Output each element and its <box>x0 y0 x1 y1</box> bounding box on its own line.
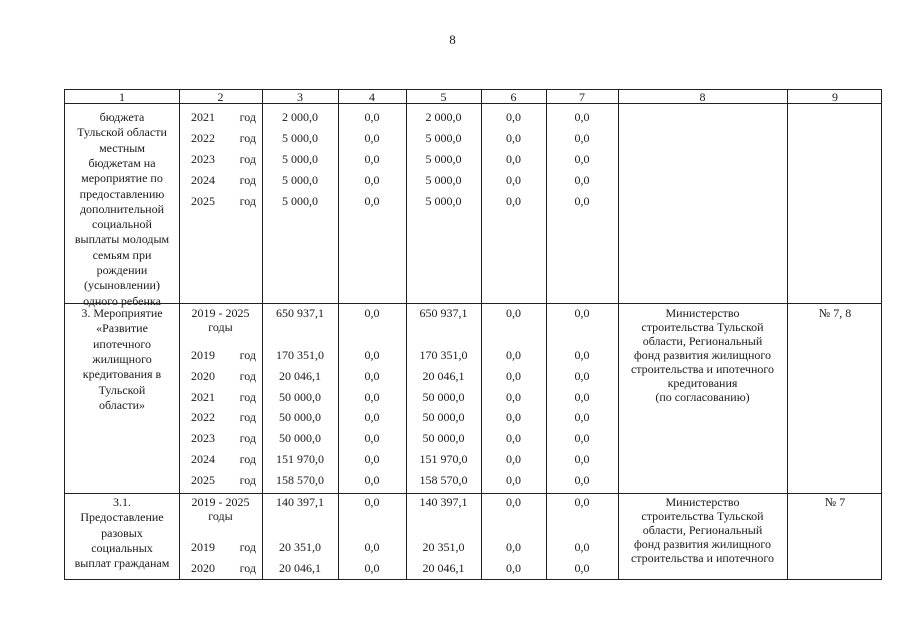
amount-cell: 0,0 <box>364 348 380 362</box>
executor-line: строительства и ипотечного <box>630 551 775 565</box>
year-unit: год <box>239 152 256 166</box>
column-header: 7 <box>579 90 585 104</box>
amount-cell: 50 000,0 <box>279 410 321 425</box>
executor-line: Министерство <box>665 495 740 509</box>
row-name-line: выплат гражданам <box>74 556 170 571</box>
row-name-line: жилищного <box>92 351 152 366</box>
year-value: 2025 <box>191 472 215 487</box>
amount-cell: 0,0 <box>506 152 521 166</box>
year-unit: год <box>239 110 256 124</box>
column-header: 6 <box>510 90 517 104</box>
amount-cell: 20 046,1 <box>422 561 465 575</box>
amount-cell: 0,0 <box>506 561 521 575</box>
amount-cell: 0,0 <box>574 540 590 554</box>
amount-cell: 0,0 <box>574 152 590 166</box>
amount-cell: 5 000,0 <box>425 194 462 208</box>
amount-cell: 5 000,0 <box>282 131 318 145</box>
amount-cell: 151 970,0 <box>276 452 324 466</box>
amount-cell: 0,0 <box>574 472 590 487</box>
executor-line: фонд развития жилищного <box>633 537 772 551</box>
year-value: 2019 <box>191 540 215 554</box>
amount-cell: 20 046,1 <box>422 368 465 383</box>
amount-cell: 50 000,0 <box>422 410 465 425</box>
amount-cell: 170 351,0 <box>276 348 324 362</box>
amount-cell: 5 000,0 <box>425 152 462 166</box>
amount-cell: 0,0 <box>506 431 521 446</box>
year-unit: год <box>239 194 256 208</box>
amount-cell: 20 351,0 <box>279 540 321 554</box>
amount-cell: 0,0 <box>506 348 521 362</box>
row-name-line: 3.1. <box>113 495 131 509</box>
year-value: 2022 <box>191 131 215 145</box>
row-name-line: разовых <box>101 525 143 540</box>
year-unit: год <box>239 173 256 187</box>
amount-cell: 0,0 <box>364 495 380 509</box>
amount-cell: 158 570,0 <box>276 472 324 487</box>
year-unit: год <box>239 368 256 383</box>
amount-cell: 50 000,0 <box>422 389 465 404</box>
indicator-numbers: № 7, 8 <box>818 306 852 320</box>
column-header: 9 <box>832 90 838 104</box>
budget-table <box>64 89 882 580</box>
row-name-line: предоставлению <box>79 186 165 201</box>
amount-cell: 0,0 <box>574 131 590 145</box>
amount-cell: 0,0 <box>506 540 521 554</box>
amount-cell: 158 570,0 <box>419 472 468 487</box>
period-line: годы <box>208 509 233 523</box>
year-unit: год <box>239 131 256 145</box>
amount-cell: 2 000,0 <box>282 110 318 124</box>
year-unit: год <box>239 348 256 362</box>
amount-cell: 0,0 <box>574 410 590 425</box>
executor-line: строительства Тульской <box>641 320 764 334</box>
amount-cell: 0,0 <box>364 561 380 575</box>
amount-cell: 0,0 <box>364 472 380 487</box>
executor-line: строительства Тульской <box>641 509 764 523</box>
amount-cell: 5 000,0 <box>282 152 318 166</box>
amount-cell: 0,0 <box>364 368 380 383</box>
year-unit: год <box>239 540 256 554</box>
year-value: 2025 <box>191 194 215 208</box>
amount-cell: 50 000,0 <box>422 431 465 446</box>
row-name-line: одного ребенка <box>83 293 161 308</box>
amount-cell: 0,0 <box>506 131 521 145</box>
amount-cell: 0,0 <box>506 173 521 187</box>
year-unit: год <box>239 410 256 425</box>
amount-cell: 0,0 <box>364 194 380 208</box>
column-header: 3 <box>297 90 303 104</box>
period-line: 2019 - 2025 <box>191 495 250 509</box>
amount-cell: 0,0 <box>364 110 380 124</box>
column-header: 4 <box>369 90 375 104</box>
amount-cell: 0,0 <box>574 389 590 404</box>
row-name-line: социальной <box>92 217 152 232</box>
row-name-line: 3. Мероприятие <box>81 306 163 320</box>
amount-cell: 5 000,0 <box>425 173 462 187</box>
row-name-line: кредитования в <box>82 367 162 382</box>
amount-cell: 0,0 <box>506 495 521 509</box>
amount-cell: 0,0 <box>506 194 521 208</box>
amount-cell: 20 351,0 <box>422 540 465 554</box>
amount-cell: 20 046,1 <box>279 368 321 383</box>
amount-cell: 5 000,0 <box>282 173 318 187</box>
executor-line: области, Региональный <box>642 523 763 537</box>
row-name-line: бюджетам на <box>88 155 156 170</box>
amount-cell: 0,0 <box>364 131 380 145</box>
year-value: 2024 <box>191 452 215 466</box>
amount-cell: 0,0 <box>364 410 380 425</box>
row-name-line: мероприятие по <box>81 171 163 186</box>
executor-line: кредитования <box>667 376 738 390</box>
amount-cell: 0,0 <box>574 431 590 446</box>
year-value: 2020 <box>191 368 215 383</box>
year-value: 2023 <box>191 152 215 166</box>
amount-cell: 0,0 <box>364 540 380 554</box>
amount-cell: 0,0 <box>364 389 380 404</box>
row-name-line: «Развитие <box>96 321 148 336</box>
column-header: 5 <box>440 90 447 104</box>
row-name-line: выплаты молодым <box>74 232 170 247</box>
year-value: 2022 <box>191 410 215 425</box>
row-name-line: ипотечного <box>92 336 152 351</box>
period-line: 2019 - 2025 <box>191 306 250 320</box>
amount-cell: 0,0 <box>506 306 521 320</box>
row-name-line: социальных <box>91 540 153 555</box>
amount-cell: 650 937,1 <box>419 306 468 320</box>
amount-cell: 0,0 <box>574 452 590 466</box>
amount-cell: 0,0 <box>574 110 590 124</box>
year-unit: год <box>239 452 256 466</box>
year-unit: год <box>239 389 256 404</box>
amount-cell: 0,0 <box>574 306 590 320</box>
amount-cell: 0,0 <box>506 368 521 383</box>
page-number: 8 <box>449 32 456 47</box>
row-name-line: дополнительной <box>79 201 165 216</box>
amount-cell: 20 046,1 <box>279 561 321 575</box>
executor-line: фонд развития жилищного <box>633 348 772 362</box>
amount-cell: 0,0 <box>574 194 590 208</box>
amount-cell: 0,0 <box>574 173 590 187</box>
amount-cell: 0,0 <box>574 561 590 575</box>
indicator-numbers: № 7 <box>824 495 846 509</box>
executor-line: Министерство <box>665 306 740 320</box>
year-value: 2019 <box>191 348 215 362</box>
year-unit: год <box>239 561 256 575</box>
amount-cell: 151 970,0 <box>419 452 468 466</box>
amount-cell: 0,0 <box>506 452 521 466</box>
row-divider <box>65 493 881 494</box>
amount-cell: 0,0 <box>506 472 521 487</box>
amount-cell: 0,0 <box>364 431 380 446</box>
amount-cell: 5 000,0 <box>282 194 318 208</box>
amount-cell: 0,0 <box>364 452 380 466</box>
amount-cell: 0,0 <box>364 306 380 320</box>
amount-cell: 0,0 <box>574 348 590 362</box>
row-name-line: Предоставление <box>80 510 164 525</box>
amount-cell: 0,0 <box>574 495 590 509</box>
amount-cell: 50 000,0 <box>279 431 321 446</box>
row-name-line: Тульской <box>98 382 146 397</box>
executor-line: (по согласованию) <box>655 390 750 404</box>
row-name-line: бюджета <box>99 110 145 124</box>
amount-cell: 140 397,1 <box>276 495 324 509</box>
executor-line: строительства и ипотечного <box>630 362 775 376</box>
amount-cell: 0,0 <box>506 410 521 425</box>
year-value: 2021 <box>191 110 215 124</box>
amount-cell: 5 000,0 <box>425 131 462 145</box>
column-header: 2 <box>217 90 224 104</box>
amount-cell: 140 397,1 <box>419 495 468 509</box>
amount-cell: 50 000,0 <box>279 389 321 404</box>
amount-cell: 0,0 <box>364 152 380 166</box>
column-header: 8 <box>699 90 706 104</box>
row-name-line: семьям при <box>92 247 152 262</box>
period-line: годы <box>208 320 233 334</box>
year-value: 2023 <box>191 431 215 446</box>
row-name-line: области» <box>98 397 146 412</box>
amount-cell: 0,0 <box>506 389 521 404</box>
amount-cell: 0,0 <box>364 173 380 187</box>
amount-cell: 2 000,0 <box>425 110 462 124</box>
row-name-line: Тульской области <box>77 125 167 140</box>
row-name-line: рождении <box>96 263 148 277</box>
executor-line: области, Региональный <box>642 334 763 348</box>
year-value: 2021 <box>191 389 215 404</box>
year-value: 2024 <box>191 173 215 187</box>
year-unit: год <box>239 431 256 446</box>
amount-cell: 0,0 <box>574 368 590 383</box>
amount-cell: 170 351,0 <box>419 348 468 362</box>
amount-cell: 650 937,1 <box>276 306 324 320</box>
row-name-line: местным <box>99 140 145 155</box>
amount-cell: 0,0 <box>506 110 521 124</box>
year-unit: год <box>239 472 256 487</box>
year-value: 2020 <box>191 561 215 575</box>
column-header: 1 <box>119 90 125 104</box>
row-divider <box>65 303 881 304</box>
row-name-line: (усыновлении) <box>84 278 160 293</box>
